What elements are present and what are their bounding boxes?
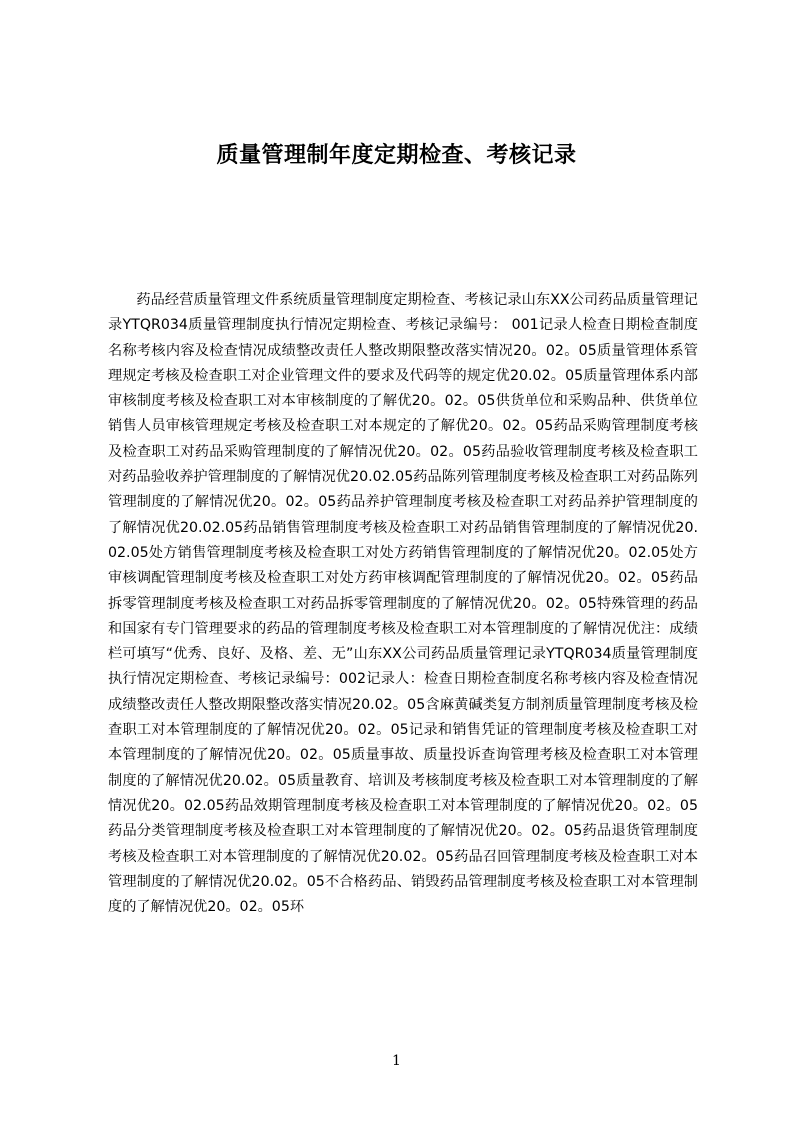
document-body-paragraph: 药品经营质量管理文件系统质量管理制度定期检查、考核记录山东XX公司药品质量管理记录YTQR034质量管理制度执行情况定期检查、考核记录编号： 001记录人检查日期检查制度名称考核内容及检查情况成绩整改责任人整改期限整改落实情况20。02。05质量管理体系管理规定考核及检查职工对企业管理文件的要求及代码等的规定优20.02。05质量管理体系内部审核制度考核及检查职工对本审核制度的了解优20。02。05供货单位和采购品种、供货单位销售人员审核管理规定考核及检查职工对本规定的了解优20。02。05药品采购管理制度考核及检查职工对药品采购管理制度的了解情况优20。02。05药品验收管理制度考核及检查职工对药品验收养护管理制度的了解情况优20.02.05药品陈列管理制度考核及检查职工对药品陈列管理制度的了解情况优20。02。05药品养护管理制度考核及检查职工对药品养护管理制度的了解情况优20.02.05药品销售管理制度考核及检查职工对药品销售管理制度的了解情况优20.02.05处方销售管理制度考核及检查职工对处方药销售管理制度的了解情况优20。02.05处方审核调配管理制度考核及检查职工对处方药审核调配管理制度的了解情况优20。02。05药品拆零管理制度考核及检查职工对药品拆零管理制度的了解情况优20。02。05特殊管理的药品和国家有专门管理要求的药品的管理制度考核及检查职工对本管理制度的了解情况优注：成绩栏可填写“优秀、良好、及格、差、无”山东XX公司药品质量管理记录YTQR034质量管理制度执行情况定期检查、考核记录编号：002记录人：检查日期检查制度名称考核内容及检查情况成绩整改责任人整改期限整改落实情况20.02。05含麻黄碱类复方制剂质量管理制度考核及检查职工对本管理制度的了解情况优20。02。05记录和销售凭证的管理制度考核及检查职工对本管理制度的了解情况优20。02。05质量事故、质量投诉查询管理考核及检查职工对本管理制度的了解情况优20.02。05质量教育、培训及考核制度考核及检查职工对本管理制度的了解情况优20。02.05药品效期管理制度考核及检查职工对本管理制度的了解情况优20。02。05药品分类管理制度考核及检查职工对本管理制度的了解情况优20。02。05药品退货管理制度考核及检查职工对本管理制度的了解情况优20.02。05药品召回管理制度考核及检查职工对本管理制度的了解情况优20.02。05不合格药品、销毁药品管理制度考核及检查职工对本管理制度的了解情况优20。02。05环 <box>108 292 698 916</box>
document-title: 质量管理制年度定期检查、考核记录 <box>216 143 577 168</box>
page-number: 1 <box>392 1053 401 1069</box>
